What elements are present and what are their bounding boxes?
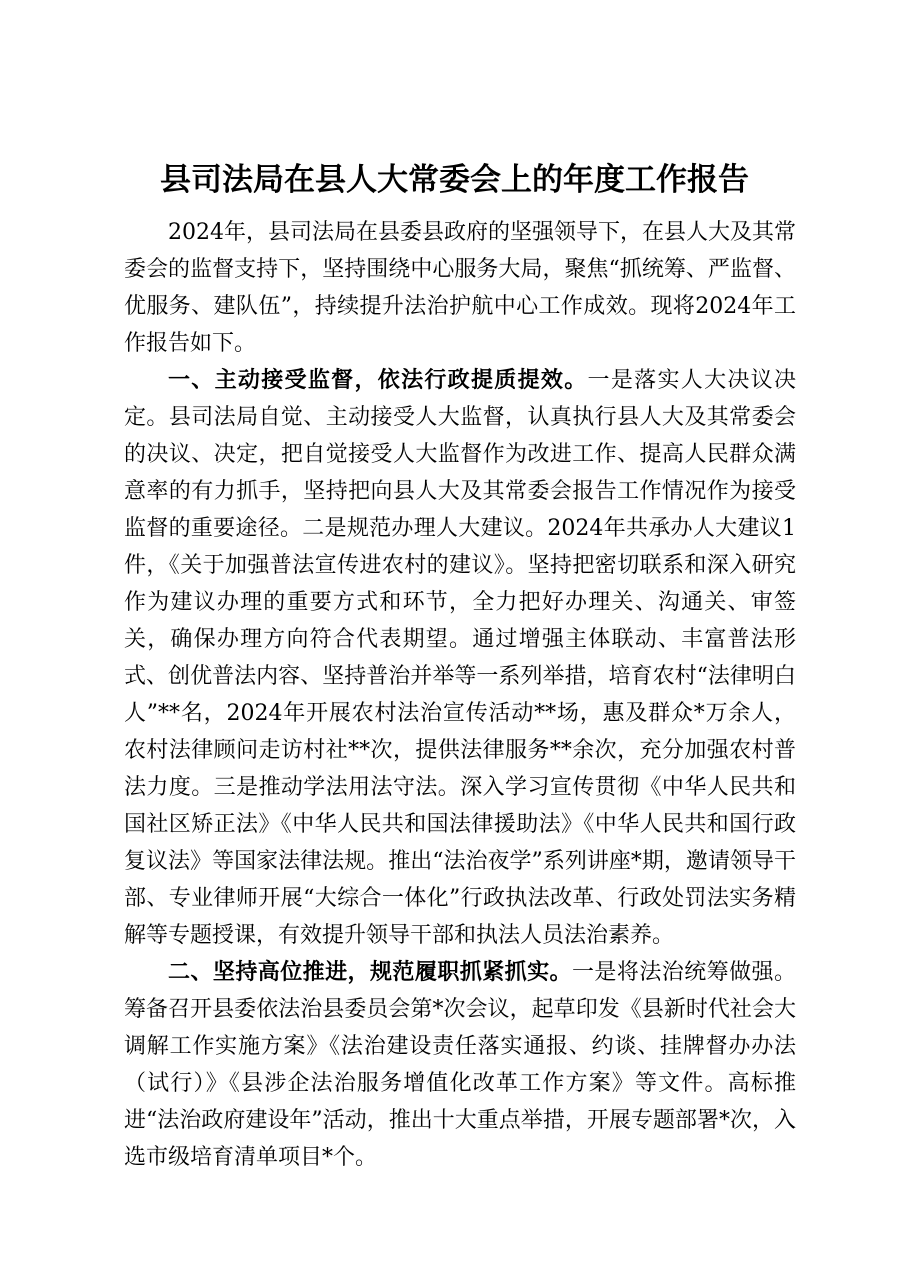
document-body (124, 214, 796, 1176)
document-title: 县司法局在县人大常委会上的年度工作报告 (160, 162, 749, 198)
section-one-heading: 一、主动接受监督，依法行政提质提效。 (168, 368, 588, 393)
section-two-paragraph (124, 954, 796, 1176)
intro-paragraph (124, 214, 796, 362)
section-one-paragraph (124, 362, 796, 954)
paragraph-text: 一是将法治统筹做强。筹备召开县委依法治县委员会第*次会议，起草印发《县新时代社会大调解工作实施方案》《法治建设责任落实通报、约谈、挂牌督办办法（试行）》《县涉企法治服务增值化改革工作方案》等文件。高标推进“法治政府建设年”活动，推出十大重点举措，开展专题部署*次，入选市级培育清单项目*个。 (124, 960, 796, 1170)
paragraph-text: 2024年，县司法局在县委县政府的坚强领导下，在县人大及其常委会的监督支持下，坚持围绕中心服务大局，聚焦“抓统筹、严监督、优服务、建队伍”，持续提升法治护航中心工作成效。现将2024年工作报告如下。 (124, 220, 796, 356)
paragraph-text: 一是落实人大决议决定。县司法局自觉、主动接受人大监督，认真执行县人大及其常委会的决议、决定，把自觉接受人大监督作为改进工作、提高人民群众满意率的有力抓手，坚持把向县人大及其常委会报告工作情况作为接受监督的重要途径。二是规范办理人大建议。2024年共承办人大建议1件，《关于加强普法宣传进农村的建议》。坚持把密切联系和深入研究作为建议办理的重要方式和环节，全力把好办理关、沟通关、审签关，确保办理方向符合代表期望。通过增强主体联动、丰富普法形式、创优普法内容、坚持普治并举等一系列举措，培育农村“法律明白人”**名，2024年开展农村法治宣传活动**场，惠及群众*万余人，农村法律顾问走访村社**次，提供法律服务**余次，充分加强农村普法力度。三是推动学法用法守法。深入学习宣传贯彻《中华人民共和国社区矫正法》《中华人民共和国法律援助法》《中华人民共和国行政复议法》等国家法律法规。推出“法治夜学”系列讲座*期，邀请领导干部、专业律师开展“大综合一体化”行政执法改革、行政处罚法实务精解等专题授课，有效提升领导干部和执法人员法治素养。 (124, 368, 796, 948)
section-two-heading: 二、坚持高位推进，规范履职抓紧抓实。 (168, 960, 572, 985)
